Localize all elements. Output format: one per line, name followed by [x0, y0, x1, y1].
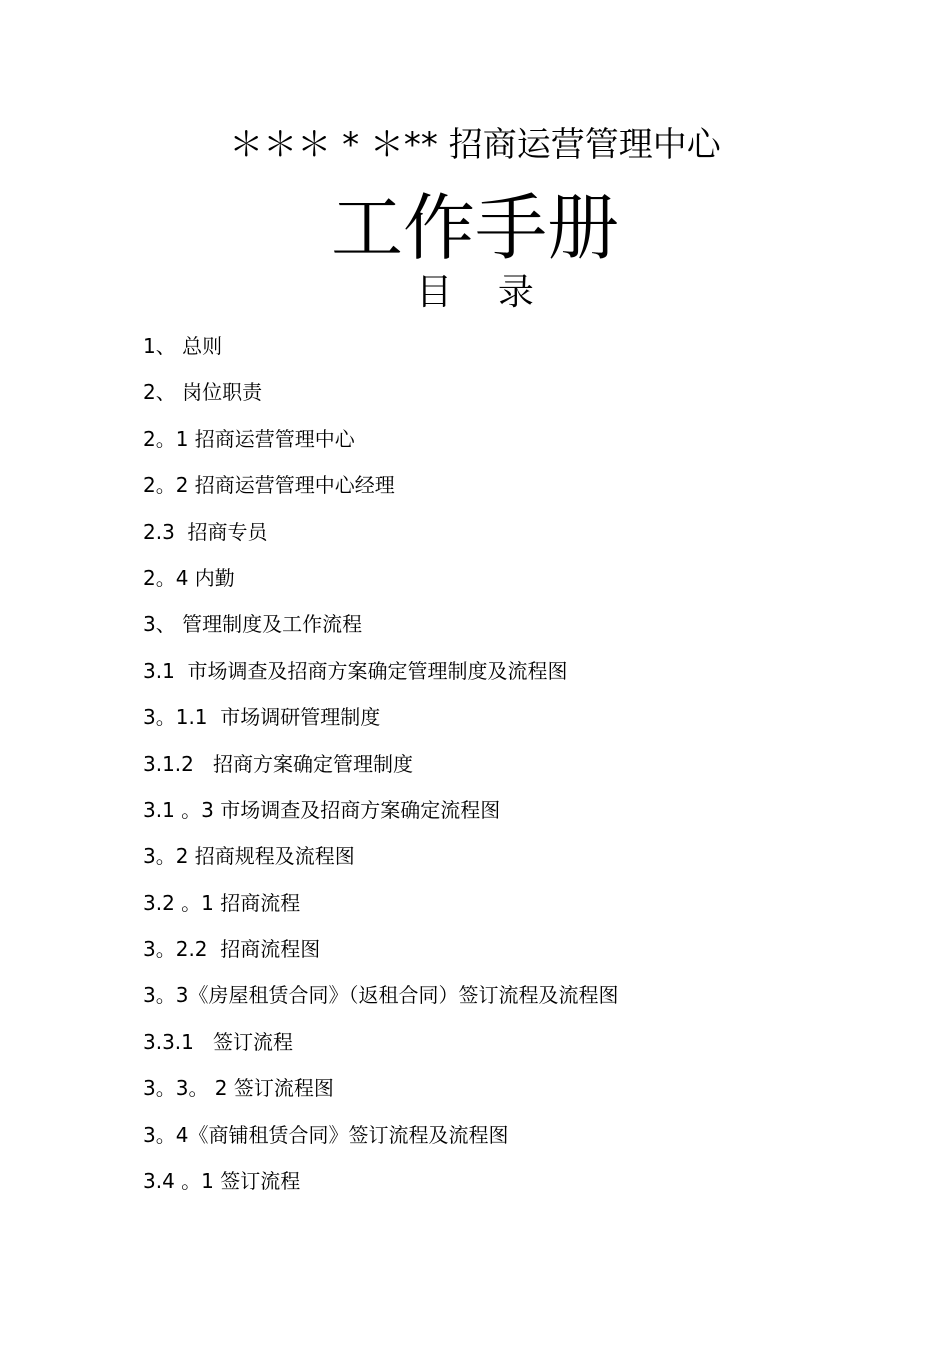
organization-title: ＊＊＊ * ＊** 招商运营管理中心 — [229, 125, 721, 165]
toc-entry: 2。1 招商运营管理中心 — [143, 426, 355, 451]
toc-entry: 3.1.2 招商方案确定管理制度 — [143, 751, 413, 776]
toc-entry: 3。1.1 市场调研管理制度 — [143, 705, 381, 730]
toc-entry: 3.3.1 签订流程 — [143, 1029, 293, 1054]
toc-entry: 3.4 。1 签订流程 — [143, 1169, 301, 1194]
toc-entry: 3。3。 2 签订流程图 — [143, 1076, 334, 1101]
toc-heading: 目 录 — [416, 272, 534, 313]
toc-entry: 3.1 。3 市场调查及招商方案确定流程图 — [143, 797, 501, 822]
toc-entry: 3。4《商铺租赁合同》签订流程及流程图 — [143, 1122, 509, 1147]
toc-entry: 3、 管理制度及工作流程 — [143, 612, 363, 637]
document-title: 工作手册 — [330, 186, 619, 270]
toc-entry: 1、 总则 — [143, 334, 223, 358]
table-of-contents — [143, 329, 843, 1210]
toc-entry: 3。3《房屋租赁合同》（返租合同）签订流程及流程图 — [143, 983, 619, 1008]
toc-entry: 2.3 招商专员 — [143, 519, 268, 544]
toc-entry: 3。2 招商规程及流程图 — [143, 844, 355, 869]
toc-entry: 3。2.2 招商流程图 — [143, 937, 321, 962]
toc-entry: 2。4 内勤 — [143, 565, 235, 590]
toc-entry: 3.2 。1 招商流程 — [143, 890, 301, 915]
toc-entry: 2。2 招商运营管理中心经理 — [143, 473, 395, 498]
toc-entry: 3.1 市场调查及招商方案确定管理制度及流程图 — [143, 658, 568, 683]
toc-entry: 2、 岗位职责 — [143, 380, 263, 405]
